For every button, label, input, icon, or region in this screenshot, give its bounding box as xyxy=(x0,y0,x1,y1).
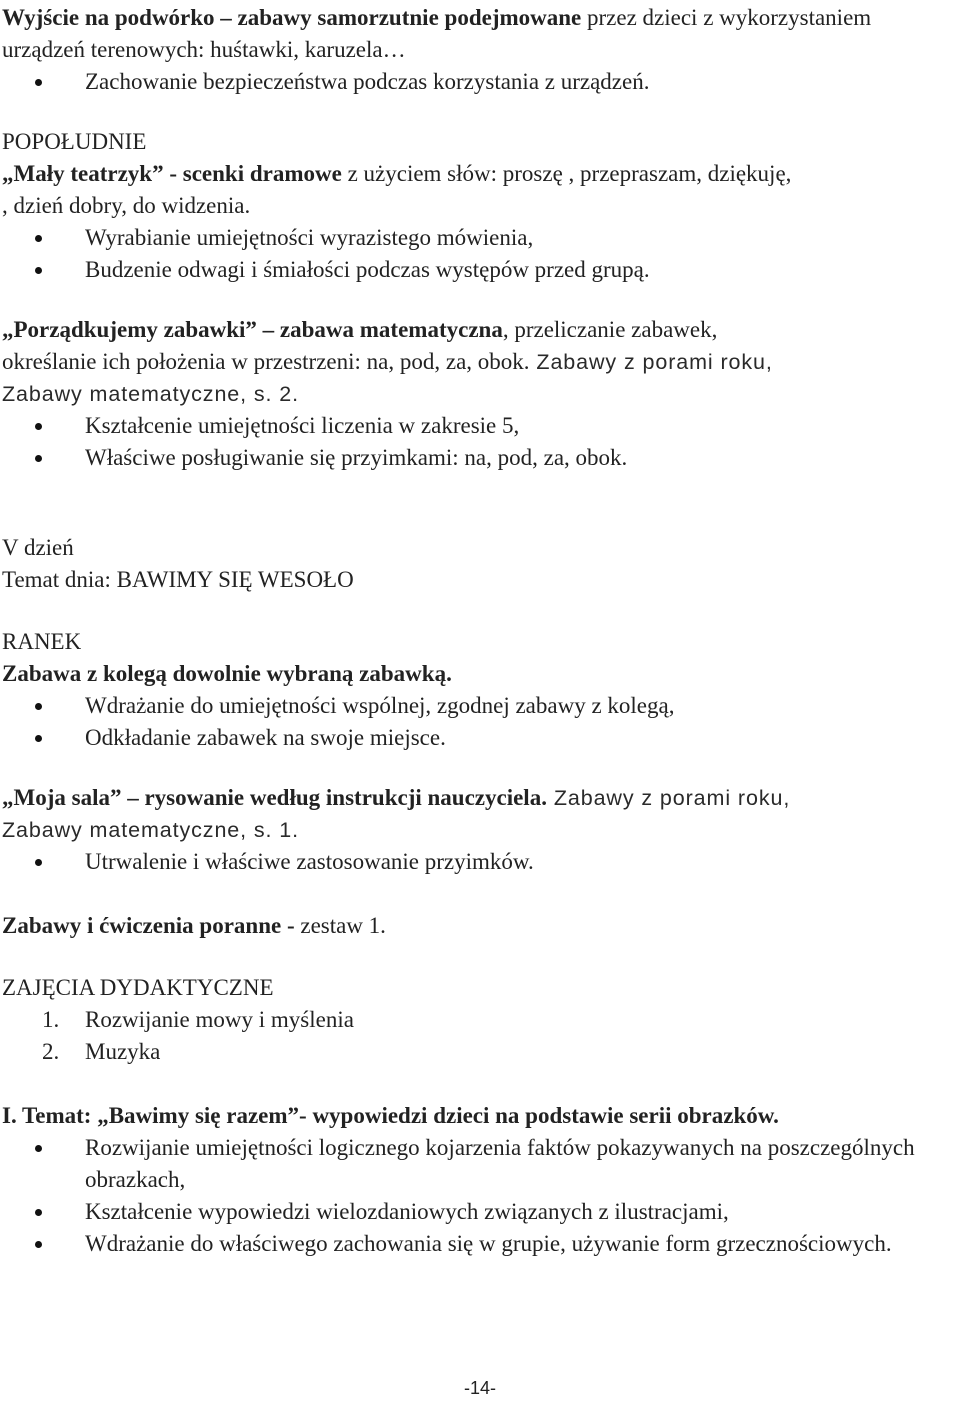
toys-text: , przeliczanie zabawek, xyxy=(502,317,718,342)
page-number: -14- xyxy=(463,1378,496,1398)
list-item: Kształcenie umiejętności liczenia w zakresie 5, xyxy=(2,410,954,442)
theatre-lead: „Mały teatrzyk” - scenki dramowe xyxy=(2,161,342,186)
my-room-lead: „Moja sala” – rysowanie według instrukcji nauczyciela. xyxy=(2,785,547,810)
section-heading-morning: RANEK xyxy=(2,629,82,654)
list-item: Zachowanie bezpieczeństwa podczas korzystania z urządzeń. xyxy=(2,66,954,98)
lesson-topic: I. Temat: „Bawimy się razem”- wypowiedzi dzieci na podstawie serii obrazków. xyxy=(2,1103,779,1128)
outdoor-text: przez dzieci z wykorzystaniem urządzeń terenowych: huśtawki, karuzela… xyxy=(2,5,872,62)
list-item: Rozwijanie umiejętności logicznego kojarzenia faktów pokazywanych na poszczególnych obrazkach, xyxy=(2,1132,954,1196)
toys-book-ref: Zabawy z porami roku, xyxy=(529,350,773,374)
paragraph-morning-exercises xyxy=(2,910,954,942)
list-item: Wdrażanie do właściwego zachowania się w grupie, używanie form grzecznościowych. xyxy=(2,1228,954,1260)
section-heading-classes: ZAJĘCIA DYDAKTYCZNE xyxy=(2,975,274,1000)
paragraph-theatre xyxy=(2,158,954,190)
list-item: Odkładanie zabawek na swoje miejsce. xyxy=(2,722,954,754)
day-title: V dzień xyxy=(2,535,74,560)
toys-position-text: określanie ich położenia w przestrzeni: na, pod, za, obok. xyxy=(2,349,530,374)
toys-book-page: Zabawy matematyczne, s. 2. xyxy=(2,382,300,406)
theatre-text: z użyciem słów: proszę , przepraszam, dziękuję, xyxy=(341,161,792,186)
exercises-text: zestaw 1. xyxy=(294,913,386,938)
paragraph-outdoor xyxy=(2,2,954,66)
list-item: Utrwalenie i właściwe zastosowanie przyimków. xyxy=(2,846,954,878)
toys-lead: „Porządkujemy zabawki” – zabawa matematyczna xyxy=(2,317,503,342)
list-item: Kształcenie wypowiedzi wielozdaniowych związanych z ilustracjami, xyxy=(2,1196,954,1228)
list-item: Właściwe posługiwanie się przyimkami: na, pod, za, obok. xyxy=(2,442,954,474)
outdoor-lead: Wyjście na podwórko – zabawy samorzutnie podejmowane xyxy=(2,5,582,30)
morning-activity: Zabawa z kolegą dowolnie wybraną zabawką. xyxy=(2,661,452,686)
item-number: 1. xyxy=(42,1007,60,1032)
my-room-book-ref: Zabawy z porami roku, xyxy=(546,786,791,810)
paragraph-toys xyxy=(2,314,954,346)
exercises-lead: Zabawy i ćwiczenia poranne - xyxy=(2,913,295,938)
list-item: Wyrabianie umiejętności wyrazistego mówienia, xyxy=(2,222,954,254)
day-topic: Temat dnia: BAWIMY SIĘ WESOŁO xyxy=(2,567,354,592)
numbered-item xyxy=(2,1036,954,1068)
item-text: Muzyka xyxy=(85,1039,161,1064)
section-heading-afternoon: POPOŁUDNIE xyxy=(2,129,147,154)
item-number: 2. xyxy=(42,1039,60,1064)
numbered-item xyxy=(2,1004,954,1036)
paragraph-my-room xyxy=(2,782,954,814)
list-item: Wdrażanie do umiejętności wspólnej, zgodnej zabawy z kolegą, xyxy=(2,690,954,722)
my-room-book-page: Zabawy matematyczne, s. 1. xyxy=(2,818,300,842)
theatre-text-continued: , dzień dobry, do widzenia. xyxy=(2,193,251,218)
list-item: Budzenie odwagi i śmiałości podczas występów przed grupą. xyxy=(2,254,954,286)
item-text: Rozwijanie mowy i myślenia xyxy=(85,1007,354,1032)
toys-line-2 xyxy=(2,346,954,378)
document-page xyxy=(2,2,954,1260)
